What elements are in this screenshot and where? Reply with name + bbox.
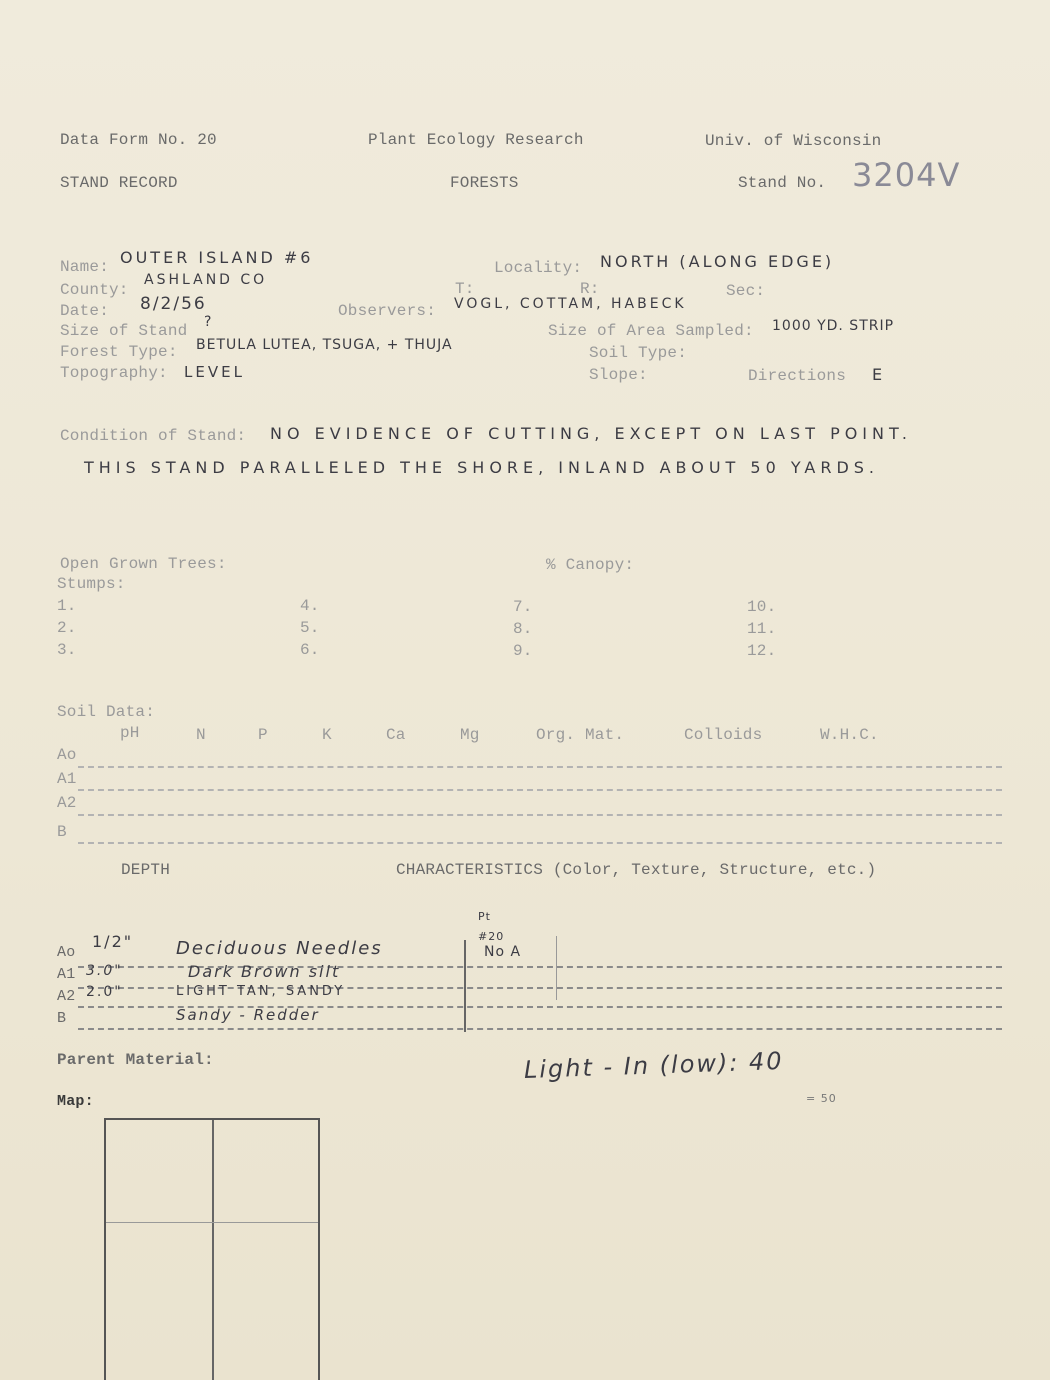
size-area-sampled-label: Size of Area Sampled: (548, 322, 754, 340)
county-label: County: (60, 281, 129, 299)
map-box (104, 1118, 320, 1380)
map-horizontal-line (106, 1222, 318, 1223)
profile-characteristic: Deciduous Needles (176, 938, 383, 959)
soil-row-label: A2 (57, 794, 77, 812)
stump-number: 7. (513, 598, 533, 616)
forest-type-label: Forest Type: (60, 343, 178, 361)
profile-horizon: A1 (57, 966, 76, 983)
profile-characteristic: LIGHT TAN, SANDY (176, 984, 346, 999)
soil-row-label: B (57, 823, 67, 841)
canopy-label: % Canopy: (546, 556, 635, 574)
stump-number: 11. (747, 620, 777, 638)
profile-row-line (78, 1028, 1002, 1030)
name-value: OUTER ISLAND #6 (120, 248, 314, 267)
profile-horizon: Ao (57, 944, 76, 961)
date-label: Date: (60, 302, 110, 320)
stump-number: 10. (747, 598, 777, 616)
stumps-label: Stumps: (57, 575, 126, 593)
stump-number: 9. (513, 642, 533, 660)
soil-column-header: Ca (386, 726, 406, 744)
stump-number: 8. (513, 620, 533, 638)
profile-depth: 3.0" (86, 963, 123, 979)
form-number: Data Form No. 20 (60, 131, 217, 149)
township-label: T: (455, 280, 475, 298)
direction-label: Directions (748, 367, 847, 385)
range-label: R: (580, 280, 600, 298)
stump-number: 6. (300, 641, 320, 659)
light-note-sub: = 50 (806, 1092, 837, 1105)
section-label: Sec: (726, 282, 766, 300)
map-label: Map: (57, 1093, 94, 1110)
map-vertical-line (212, 1120, 214, 1380)
soil-row-line (78, 789, 1002, 791)
characteristics-heading: CHARACTERISTICS (Color, Texture, Structure, etc.) (396, 861, 877, 879)
direction-value: E (872, 365, 886, 384)
soil-column-header: Colloids (684, 726, 763, 744)
topography-label: Topography: (60, 364, 168, 382)
forest-type-value: BETULA LUTEA, TSUGA, + THUJA (196, 337, 453, 353)
profile-divider (464, 940, 466, 1032)
topography-value: LEVEL (184, 363, 245, 381)
profile-characteristic: Dark Brown silt (188, 962, 341, 981)
stump-number: 5. (300, 619, 320, 637)
depth-heading: DEPTH (121, 861, 171, 879)
stump-number: 4. (300, 597, 320, 615)
profile-divider (556, 936, 557, 1000)
stand-number-label: Stand No. (738, 174, 827, 192)
soil-row-label: Ao (57, 746, 77, 764)
profile-horizon: B (57, 1010, 67, 1027)
open-grown-trees-label: Open Grown Trees: (60, 555, 227, 573)
soil-column-header: pH (120, 724, 140, 742)
soil-column-header: P (258, 726, 268, 744)
profile-depth: 1/2" (92, 932, 134, 951)
county-value: ASHLAND CO (144, 272, 268, 288)
university-title: Univ. of Wisconsin (705, 132, 882, 150)
size-of-stand-label: Size of Stand (60, 322, 188, 340)
organization-title: Plant Ecology Research (368, 131, 584, 149)
soil-column-header: Org. Mat. (536, 726, 625, 744)
locality-label: Locality: (494, 259, 583, 277)
soil-column-header: Mg (460, 726, 480, 744)
profile-note-no-a: No A (484, 944, 522, 960)
size-of-stand-value: ? (204, 314, 214, 330)
soil-column-header: W.H.C. (820, 726, 879, 744)
soil-type-label: Soil Type: (589, 344, 688, 362)
stump-number: 2. (57, 619, 77, 637)
soil-row-line (78, 814, 1002, 816)
condition-label: Condition of Stand: (60, 427, 247, 445)
soil-column-header: K (322, 726, 332, 744)
soil-column-header: N (196, 726, 206, 744)
condition-line-2: THIS STAND PARALLELED THE SHORE, INLAND ABOUT 50 YARDS. (84, 458, 879, 477)
observers-value: VOGL, COTTAM, HABECK (454, 296, 687, 312)
profile-characteristic: Sandy - Redder (176, 1006, 320, 1024)
light-note: Light - In (low): 40 (523, 1046, 785, 1084)
profile-horizon: A2 (57, 988, 76, 1005)
condition-line-1: NO EVIDENCE OF CUTTING, EXCEPT ON LAST POINT. (270, 424, 912, 443)
name-label: Name: (60, 258, 110, 276)
profile-note-number: #20 (478, 930, 505, 943)
stump-number: 1. (57, 597, 77, 615)
record-type: STAND RECORD (60, 174, 178, 192)
profile-depth: 2.0" (86, 984, 123, 1000)
soil-row-line (78, 842, 1002, 844)
slope-label: Slope: (589, 366, 648, 384)
forest-type-heading: FORESTS (450, 174, 519, 192)
profile-note-pt: Pt (478, 910, 491, 923)
parent-material-label: Parent Material: (57, 1051, 214, 1069)
observers-label: Observers: (338, 302, 437, 320)
date-value: 8/2/56 (140, 294, 207, 314)
soil-row-line (78, 766, 1002, 768)
stump-number: 3. (57, 641, 77, 659)
size-area-sampled-value: 1000 YD. STRIP (772, 318, 895, 334)
stand-number-value: 3204V (852, 156, 961, 194)
stump-number: 12. (747, 642, 777, 660)
soil-row-label: A1 (57, 770, 77, 788)
locality-value: NORTH (ALONG EDGE) (600, 252, 835, 271)
soil-data-label: Soil Data: (57, 703, 156, 721)
